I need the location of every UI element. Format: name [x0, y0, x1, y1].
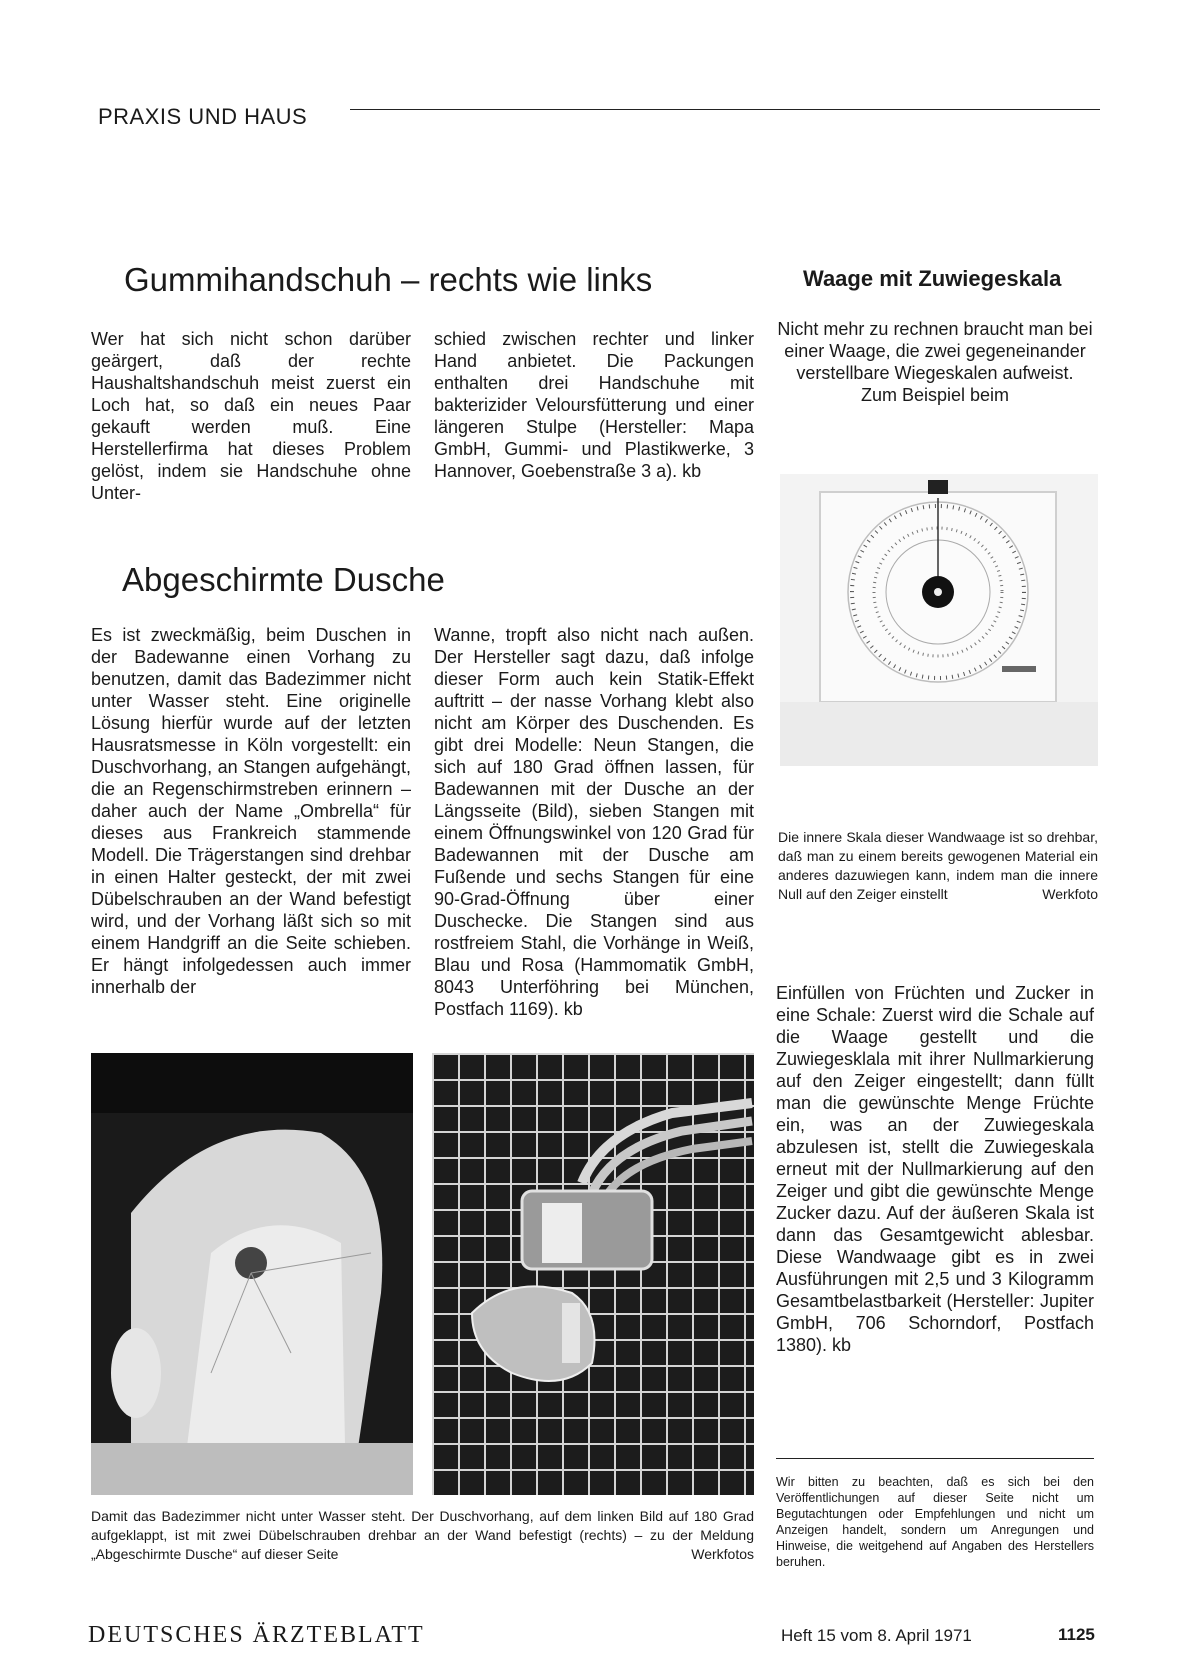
wall-scale-caption-text: Die innere Skala dieser Wandwaage ist so drehbar, daß man zu einem bereits gewogenen Material ein anderes dazuwiegen kann, indem man die innere Null auf den Zeiger einstellt	[778, 829, 1098, 902]
shower-caption	[91, 1507, 754, 1564]
article-gummihandschuh-col1: Wer hat sich nicht schon darüber geärgert, daß der rechte Haushaltshandschuh meist zuerst ein Loch hat, so daß ein neues Paar gekauft werden muß. Eine Herstellerfirma hat dieses Problem gelöst, indem sie Handschuhe ohne Unter-	[91, 329, 411, 503]
wall-scale-photo-credit: Werkfoto	[1042, 886, 1098, 902]
wall-scale-photo	[780, 474, 1098, 766]
article-waage-title: Waage mit Zuwiegeskala	[803, 266, 1062, 291]
page-number: 1125	[1058, 1625, 1095, 1644]
shower-caption-text: Damit das Badezimmer nicht unter Wasser steht. Der Duschvorhang, auf dem linken Bild auf 180 Grad aufgeklappt, ist mit zwei Dübelschrauben drehbar an der Wand befestigt (rechts) – zu der Meldung „Abgeschirmte Dusche“ auf dieser Seite	[91, 1508, 754, 1562]
journal-name: DEUTSCHES ÄRZTEBLATT	[88, 1622, 425, 1648]
shower-curtain-open-photo	[91, 1053, 413, 1495]
section-label: PRAXIS UND HAUS	[98, 104, 308, 129]
article-dusche-col2: Wanne, tropft also nicht nach außen. Der Hersteller sagt dazu, daß infolge dieser Form auch kein Statik-Effekt auftritt – der nasse Vorhang klebt also nicht am Körper des Duschenden. Es gibt drei Modelle: Neun Stangen, die sich auf 180 Grad öffnen lassen, für Badewannen mit der Dusche an der Längsseite (Bild), sieben Stangen mit einem Öffnungswinkel von 120 Grad für Badewannen mit der Dusche am Fußende und sechs Stangen für eine 90-Grad-Öffnung über einer Duschecke. Die Stangen sind aus rostfreiem Stahl, die Vorhänge in Weiß, Blau und Rosa (Hammomatik GmbH, 8043 Unterföhring bei München, Postfach 1169). kb	[434, 625, 754, 1019]
header-rule	[350, 109, 1100, 110]
wall-scale-illustration	[780, 474, 1098, 766]
wall-scale-caption	[778, 828, 1098, 904]
note-rule	[776, 1458, 1094, 1459]
article-dusche-title: Abgeschirmte Dusche	[122, 561, 445, 598]
article-dusche-col1: Es ist zweckmäßig, beim Duschen in der Badewanne einen Vorhang zu benutzen, damit das Badezimmer nicht unter Wasser steht. Eine originelle Lösung hierfür wurde auf der letzten Hausratsmesse in Köln vorgestellt: ein Duschvorhang, an Stangen aufgehängt, die an Regenschirmstreben erinnern – daher auch der Name „Ombrella“ für dieses aus Frankreich stammende Modell. Die Trägerstangen sind drehbar in einen Halter gesteckt, der mit zwei Dübelschrauben an der Wand befestigt wird, und der Vorhang läßt sich so mit einem Handgriff an die Seite schieben. Er hängt infolgedessen auch immer innerhalb der	[91, 625, 411, 997]
article-gummihandschuh-col2: schied zwischen rechter und linker Hand anbietet. Die Packungen enthalten drei Handschuhe mit bakterizider Veloursfütterung und einer längeren Stulpe (Hersteller: Mapa GmbH, Gummi- und Plastikwerke, 3 Hannover, Goebenstraße 3 a). kb	[434, 329, 754, 481]
shower-curtain-illustration	[91, 1053, 413, 1495]
shower-holder-illustration	[432, 1053, 754, 1495]
article-waage-intro: Nicht mehr zu rechnen braucht man bei einer Waage, die zwei gegeneinander verstellbare Wiegeskalen aufweist. Zum Beispiel beim	[777, 319, 1093, 405]
issue-info: Heft 15 vom 8. April 1971	[781, 1626, 972, 1645]
disclaimer-note: Wir bitten zu beachten, daß es sich bei den Veröffentlichungen auf dieser Seite nicht um Begutachtungen oder Empfehlungen und nicht um Anzeigen handelt, sondern um Anregungen und Hinweise, die weitgehend auf Angaben des Herstellers beruhen.	[776, 1475, 1094, 1569]
article-waage-body: Einfüllen von Früchten und Zucker in eine Schale: Zuerst wird die Schale auf die Waage gestellt und die Zuwiegesklala mit ihrer Nullmarkierung auf den Zeiger eingestellt; dann füllt man die gewünschte Menge Früchte ein, was an der Zuwiegeskala abzulesen ist, stellt die Zuwiegeskala erneut mit der Nullmarkierung auf den Zeiger und gibt die gewünschte Menge Zucker dazu. Auf der äußeren Skala ist dann das Gesamtgewicht ablesbar. Diese Wandwaage gibt es in zwei Ausführungen mit 2,5 und 3 Kilogramm Gesamtbelastbarkeit (Hersteller: Jupiter GmbH, 706 Schorndorf, Postfach 1380). kb	[776, 983, 1094, 1355]
article-gummihandschuh-title: Gummihandschuh – rechts wie links	[124, 261, 653, 298]
shower-photo-credit: Werkfotos	[691, 1546, 754, 1562]
shower-holder-wall-photo	[432, 1053, 754, 1495]
